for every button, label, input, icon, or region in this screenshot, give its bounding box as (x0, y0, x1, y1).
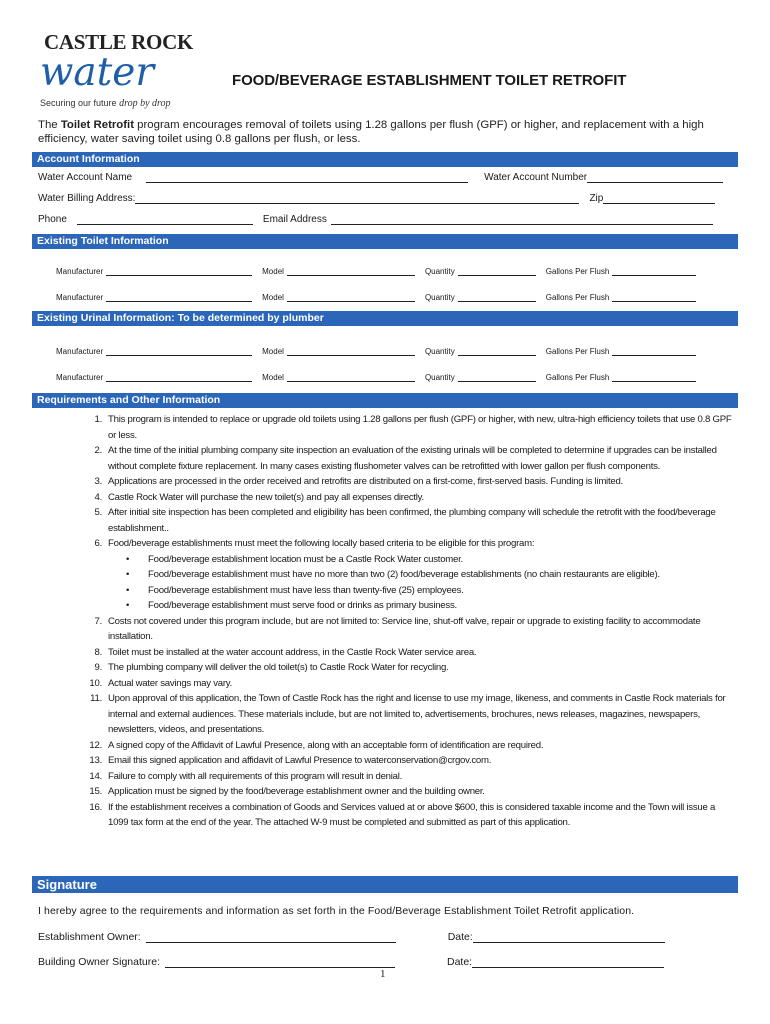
toilet-1-manufacturer-field[interactable] (106, 265, 252, 276)
establishment-owner-label: Establishment Owner: (38, 931, 141, 943)
toilet-row-1 (56, 265, 706, 276)
water-account-name-label: Water Account Name (38, 172, 133, 183)
account-info-header: Account Information (32, 152, 738, 167)
account-name-row (38, 172, 733, 183)
billing-address-row (38, 193, 725, 204)
urinal-2-gpf-field[interactable] (612, 371, 696, 382)
logo-tagline: Securing our future drop by drop (40, 98, 171, 109)
urinal-2-quantity-field[interactable] (458, 371, 536, 382)
toilet-1-gpf-field[interactable] (612, 265, 696, 276)
manufacturer-label: Manufacturer (56, 347, 104, 356)
bullet-item: • Food/beverage establishment location must be a Castle Rock Water customer. (80, 552, 732, 568)
page-number: 1 (380, 968, 386, 980)
bullet-item: • Food/beverage establishment must serve food or drinks as primary business. (80, 598, 732, 614)
manufacturer-label: Manufacturer (56, 267, 104, 276)
list-item: 3. Applications are processed in the order received and retrofits are distributed on a first-come, first-served basis. Funding is limited. (94, 476, 623, 487)
establishment-owner-signature-field[interactable] (146, 932, 396, 943)
urinal-info-header: Existing Urinal Information: To be determined by plumber (32, 311, 738, 326)
urinal-1-quantity-field[interactable] (458, 345, 536, 356)
building-owner-row (38, 956, 674, 968)
building-owner-signature-label: Building Owner Signature: (38, 956, 160, 968)
toilet-1-quantity-field[interactable] (458, 265, 536, 276)
list-item: 13. Email this signed application and affidavit of Lawful Presence to waterconservation@crgov.com. (89, 755, 492, 766)
list-item: 16. If the establishment receives a combination of Goods and Services valued at or above $600, this is considered taxable income and the Town will issue a 1099 tax form at the end of the year. The attached W-9 must be completed and submitted as part of this application. (89, 801, 716, 828)
gallons-per-flush-label: Gallons Per Flush (545, 373, 610, 382)
building-owner-date-field[interactable] (472, 957, 664, 968)
zip-field[interactable] (603, 193, 715, 204)
gallons-per-flush-label: Gallons Per Flush (545, 267, 610, 276)
bullet-icon: • (126, 569, 130, 580)
logo-line1: CASTLE ROCK (44, 30, 193, 54)
list-item: 1. This program is intended to replace or upgrade old toilets using 1.28 gallons per flush (GPF) or higher, with new, ultra-high efficiency toilets that use 0.8 GPF or less. (94, 414, 732, 441)
page-title: FOOD/BEVERAGE ESTABLISHMENT TOILET RETROFIT (232, 72, 627, 89)
urinal-1-gpf-field[interactable] (612, 345, 696, 356)
logo-line2: water (40, 50, 155, 95)
bullet-item: • Food/beverage establishment must have no more than two (2) food/beverage establishments (no chain restaurants are eligible). (80, 567, 732, 583)
model-label: Model (262, 373, 284, 382)
list-item: 11. Upon approval of this application, the Town of Castle Rock has the right and license to use my image, likeness, and comments in Castle Rock materials for internal and external audiences. These materials include, but are not limited to, advertisements, brochures, news releases, magazines, newspapers, newsletters, videos, and presentations. (90, 693, 726, 735)
gallons-per-flush-label: Gallons Per Flush (545, 293, 610, 302)
requirements-header: Requirements and Other Information (32, 393, 738, 408)
email-address-label: Email Address (262, 214, 327, 225)
agreement-text: I hereby agree to the requirements and information as set forth in the Food/Beverage Establishment Toilet Retrofit application. (38, 905, 635, 917)
manufacturer-label: Manufacturer (56, 373, 104, 382)
quantity-label: Quantity (424, 293, 455, 302)
list-item: 10. Actual water savings may vary. (89, 677, 233, 689)
toilet-row-2 (56, 291, 706, 302)
phone-email-row (38, 214, 723, 225)
water-billing-address-field[interactable] (135, 193, 579, 204)
manufacturer-label: Manufacturer (56, 293, 104, 302)
bullet-icon: • (126, 553, 130, 565)
establishment-owner-date-field[interactable] (473, 932, 665, 943)
zip-label: Zip (589, 193, 604, 204)
toilet-2-quantity-field[interactable] (458, 291, 536, 302)
list-item: 5. After initial site inspection has been completed and eligibility has been confirmed, the plumbing company will schedule the retrofit with the food/beverage establishment.. (94, 507, 716, 534)
gallons-per-flush-label: Gallons Per Flush (545, 347, 610, 356)
signature-header: Signature (32, 876, 738, 893)
list-item: 8. Toilet must be installed at the water account address, in the Castle Rock Water service area. (94, 646, 477, 658)
toilet-2-model-field[interactable] (287, 291, 415, 302)
bullet-icon: • (126, 600, 130, 611)
phone-label: Phone (38, 214, 67, 225)
toilet-2-gpf-field[interactable] (612, 291, 696, 302)
water-account-number-field[interactable] (587, 172, 723, 183)
list-item: 14. Failure to comply with all requirements of this program will result in denial. (89, 770, 403, 782)
list-item: 4. Castle Rock Water will purchase the new toilet(s) and pay all expenses directly. (94, 491, 424, 503)
building-owner-signature-field[interactable] (165, 957, 395, 968)
list-item: 6. Food/beverage establishments must meet the following locally based criteria to be eligible for this program: (94, 538, 535, 549)
urinal-2-manufacturer-field[interactable] (106, 371, 252, 382)
urinal-row-2 (56, 371, 706, 382)
date-label: Date: (447, 956, 473, 968)
intro-paragraph: The Toilet Retrofit program encourages removal of toilets using 1.28 gallons per flush (GPF) or higher, and replacement with a high efficiency, water saving toilet using 0.8 gallons per flush, or less. (38, 119, 704, 145)
date-label: Date: (447, 931, 473, 943)
bullet-icon: • (126, 584, 130, 596)
list-item: 12. A signed copy of the Affidavit of Lawful Presence, along with an acceptable form of identification are required. (89, 739, 544, 751)
toilet-2-manufacturer-field[interactable] (106, 291, 252, 302)
water-account-number-label: Water Account Number (484, 172, 588, 183)
list-item: 2. At the time of the initial plumbing company site inspection an evaluation of the existing urinals will be completed to determine if upgrades can be installed without complete fixture replacement. In many cases existing flushometer valves can be retrofitted with lower gallon per flush components. (94, 445, 717, 472)
model-label: Model (262, 293, 284, 302)
email-address-field[interactable] (331, 214, 713, 225)
phone-field[interactable] (77, 214, 253, 225)
toilet-1-model-field[interactable] (287, 265, 415, 276)
establishment-owner-row (38, 931, 675, 943)
quantity-label: Quantity (424, 267, 455, 276)
urinal-1-manufacturer-field[interactable] (106, 345, 252, 356)
model-label: Model (262, 267, 284, 276)
urinal-1-model-field[interactable] (287, 345, 415, 356)
requirements-list (80, 412, 732, 831)
urinal-row-1 (56, 345, 706, 356)
model-label: Model (262, 347, 284, 356)
toilet-info-header: Existing Toilet Information (32, 234, 738, 249)
castle-rock-water-logo (36, 18, 206, 114)
list-item: 9. The plumbing company will deliver the old toilet(s) to Castle Rock Water for recycling. (94, 662, 449, 673)
urinal-2-model-field[interactable] (287, 371, 415, 382)
water-account-name-field[interactable] (146, 172, 468, 183)
bullet-item: • Food/beverage establishment must have less than twenty-five (25) employees. (80, 583, 732, 599)
water-billing-address-label: Water Billing Address: (38, 193, 136, 204)
quantity-label: Quantity (424, 373, 455, 382)
list-item: 7. Costs not covered under this program include, but are not limited to: Service line, shut-off valve, repair or upgrade to existing facility to accommodate installation. (94, 615, 701, 642)
quantity-label: Quantity (424, 347, 455, 356)
list-item: 15. Application must be signed by the food/beverage establishment owner and the building owner. (89, 786, 485, 797)
